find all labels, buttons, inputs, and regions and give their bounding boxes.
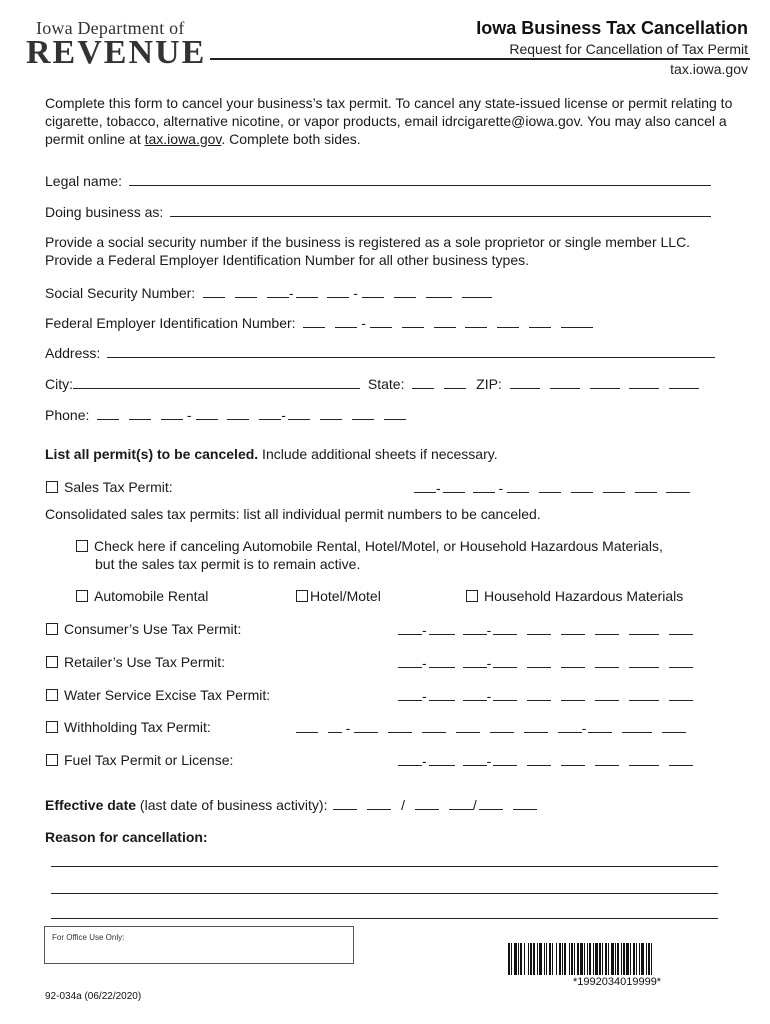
fein-digit[interactable] [335,313,357,328]
effective-month[interactable] [367,795,391,810]
check-here-row [76,537,663,555]
phone-digit[interactable] [227,405,249,420]
water-service-row [46,686,270,704]
auto-rental-checkbox[interactable] [76,590,88,602]
reason-heading: Reason for cancellation: [45,829,208,845]
fein-digit[interactable] [402,313,424,328]
consumers-use-label: Consumer’s Use Tax Permit: [64,621,242,637]
ssn-digit[interactable] [426,283,452,298]
retailers-use-checkbox[interactable] [46,656,58,668]
effective-date-row: Effective date (last date of business activity): / / [45,795,537,814]
retailers-use-row [46,653,225,671]
fein-digit[interactable] [465,313,487,328]
logo-revenue: REVENUE [26,34,207,71]
fuel-tax-row [46,751,233,769]
zip-label: ZIP: [476,376,502,392]
effective-day[interactable] [449,795,473,810]
form-number: 92-034a (06/22/2020) [45,991,142,1002]
phone-digit[interactable] [97,405,119,420]
water-service-number[interactable]: - - [398,686,693,705]
phone-digit[interactable] [320,405,342,420]
legal-name-input[interactable] [129,171,711,186]
phone-digit[interactable] [352,405,374,420]
zip-input[interactable] [550,374,580,389]
state-input[interactable] [444,374,466,389]
city-input[interactable] [73,374,360,389]
ssn-label: Social Security Number: [45,285,196,301]
withholding-row [46,718,211,736]
ssn-digit[interactable] [394,283,416,298]
phone-digit[interactable] [288,405,310,420]
fein-row: Federal Employer Identification Number: - [45,313,593,332]
fein-digit[interactable] [497,313,519,328]
phone-digit[interactable] [129,405,151,420]
barcode-number: *1992034019999* [573,976,662,988]
intro-link[interactable]: tax.iowa.gov [144,131,222,147]
consolidated-note: Consolidated sales tax permits: list all individual permit numbers to be canceled. [45,506,541,522]
household-hazardous-label: Household Hazardous Materials [484,588,684,604]
website: tax.iowa.gov [670,61,748,77]
effective-day[interactable] [415,795,439,810]
ssn-digit[interactable] [235,283,257,298]
barcode [508,943,733,975]
ssn-digit[interactable] [296,283,318,298]
address-row [45,343,715,362]
consumers-use-row [46,620,241,638]
water-service-label: Water Service Excise Tax Permit: [64,687,271,703]
header-divider [210,58,750,60]
office-use-label: For Office Use Only: [52,933,125,942]
zip-input[interactable] [510,374,540,389]
check-here-line2: but the sales tax permit is to remain active. [95,556,361,572]
ssn-digit[interactable] [362,283,384,298]
ssn-digit[interactable] [267,283,289,298]
id-instructions: Provide a social security number if the business is registered as a sole proprietor or single member LLC. Provide a Federal Employer Identification Number for all other business types. [45,234,691,268]
fuel-tax-number[interactable]: - - [398,751,693,770]
phone-label: Phone: [45,407,90,423]
city-state-zip-row [45,374,699,393]
address-label: Address: [45,345,101,361]
address-input[interactable] [107,343,715,358]
state-label: State: [367,376,405,392]
dba-input[interactable] [170,202,711,217]
dba-label: Doing business as: [45,204,164,220]
remain-active-checkbox[interactable] [76,540,88,552]
reason-line[interactable] [51,918,718,919]
fein-digit[interactable] [529,313,551,328]
zip-input[interactable] [590,374,620,389]
hotel-motel-option [296,587,381,605]
retailers-use-label: Retailer’s Use Tax Permit: [64,654,226,670]
dba-row [45,202,711,221]
water-service-checkbox[interactable] [46,689,58,701]
withholding-checkbox[interactable] [46,721,58,733]
fein-label: Federal Employer Identification Number: [45,315,296,331]
hotel-motel-label: Hotel/Motel [310,588,381,604]
phone-digit[interactable] [384,405,406,420]
household-hazardous-option [466,587,683,605]
fuel-tax-checkbox[interactable] [46,754,58,766]
reason-line[interactable] [51,866,718,867]
phone-digit[interactable] [161,405,183,420]
check-here-text: Check here if canceling Automobile Rental, Hotel/Motel, or Household Hazardous Materials, [94,538,663,554]
form-subtitle: Request for Cancellation of Tax Permit [509,41,748,57]
auto-rental-label: Automobile Rental [94,588,209,604]
ssn-digit[interactable] [203,283,225,298]
fein-digit[interactable] [303,313,325,328]
sales-tax-permit-number[interactable]: - - [414,478,690,497]
consumers-use-checkbox[interactable] [46,623,58,635]
ssn-row: Social Security Number: - - [45,283,492,302]
retailers-use-number[interactable]: - - [398,653,693,672]
household-hazardous-checkbox[interactable] [466,590,478,602]
legal-name-row [45,171,711,190]
fuel-tax-label: Fuel Tax Permit or License: [64,752,234,768]
withholding-number[interactable]: - - [296,718,686,737]
fein-digit[interactable] [370,313,392,328]
consumers-use-number[interactable]: - - [398,620,693,639]
sales-tax-checkbox[interactable] [46,481,58,493]
sales-tax-label: Sales Tax Permit: [64,479,173,495]
withholding-label: Withholding Tax Permit: [64,719,211,735]
effective-month[interactable] [333,795,357,810]
effective-year[interactable] [513,795,537,810]
ssn-digit[interactable] [462,283,492,298]
zip-input[interactable] [669,374,699,389]
effective-year[interactable] [479,795,503,810]
logo-department: Iowa Department of [36,18,185,38]
phone-row: Phone: - - [45,405,406,424]
hotel-motel-checkbox[interactable] [296,590,308,602]
fein-digit[interactable] [561,313,593,328]
fein-digit[interactable] [434,313,456,328]
permits-heading: List all permit(s) to be canceled. Include additional sheets if necessary. [45,446,498,462]
auto-rental-option [76,587,208,605]
legal-name-label: Legal name: [45,173,123,189]
phone-digit[interactable] [259,405,281,420]
reason-line[interactable] [51,893,718,894]
phone-digit[interactable] [196,405,218,420]
city-label: City: [45,376,73,392]
intro-paragraph: Complete this form to cancel your business’s tax permit. To cancel any state-issued license or permit relating to cigarette, tobacco, alternative nicotine, or vapor products, email idrcigarette@iowa.gov. You may also cancel a permit online at tax.iowa.gov. Complete both sides. [45,95,733,147]
zip-input[interactable] [629,374,659,389]
ssn-digit[interactable] [327,283,349,298]
sales-tax-permit-row [46,478,173,496]
office-use-box [44,926,354,964]
state-input[interactable] [412,374,434,389]
form-title: Iowa Business Tax Cancellation [476,18,748,38]
